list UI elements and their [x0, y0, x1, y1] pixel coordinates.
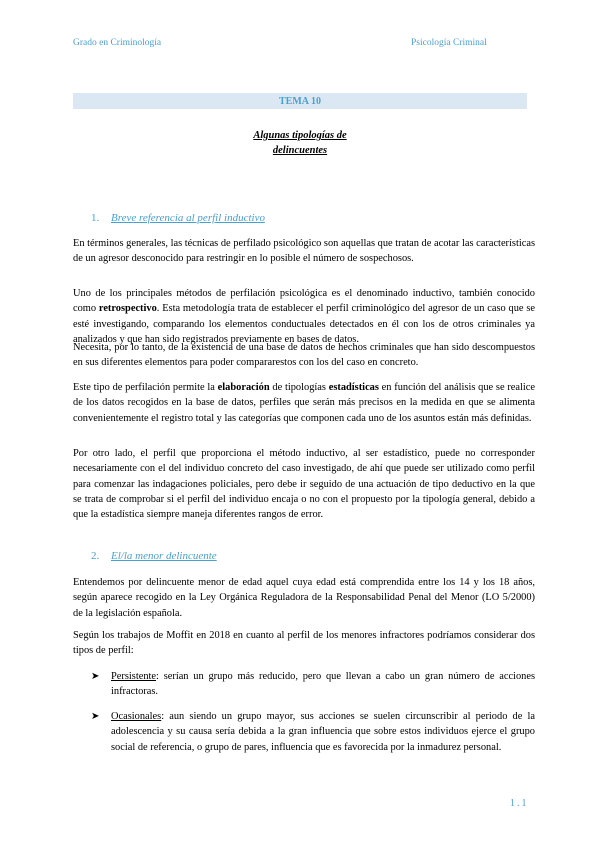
- p4-bold-term-1: elaboración: [217, 382, 270, 393]
- list-item-term: Persistente: [111, 671, 157, 682]
- list-item-description: : serían un grupo más reducido, pero que llevan a cabo un gran número de acciones infractoras.: [111, 671, 535, 698]
- p2-text-c: . Esta metodología trata de establecer el perfil criminológico del agresor de un caso que se esté investigando, comparando los elementos conductuales detectados en él con los de otros criminales ya analizados y que han sido registrados previamente en bases de datos.: [73, 303, 535, 345]
- p4-text-a: Este tipo de perfilación permite la: [73, 382, 218, 393]
- section-2-number: 2.: [91, 550, 100, 562]
- list-item-term: Ocasionales: [111, 711, 162, 722]
- section-1-paragraph-4: [73, 380, 535, 426]
- section-2-paragraph-1: Entendemos por delincuente menor de edad aquel cuya edad está comprendida entre los 14 y los 18 años, según aparece recogido en la Ley Orgánica Reguladora de la Responsabilidad Penal del Menor (LO 5/2000) de la legislación española.: [73, 577, 535, 619]
- list-item: [91, 669, 535, 700]
- section-2-paragraph-2: Según los trabajos de Moffit en 2018 en cuanto al perfil de los menores infractores podríamos considerar dos tipos de perfil:: [73, 630, 535, 657]
- section-1-paragraph-2: [73, 286, 535, 347]
- list-item-description: : aun siendo un grupo mayor, sus acciones se suelen circunscribir al periodo de la adolescencia y su causa sería debida a la gran influencia que sobre estos individuos ejerce el grupo social de referencia, o grupo de pares, influencia que es favorecida por la inmadurez personal.: [111, 711, 535, 753]
- page-number: 1.1: [510, 798, 529, 809]
- section-1-heading: [91, 212, 265, 224]
- section-1-title: Breve referencia al perfil inductivo: [111, 212, 265, 224]
- list-item-text: [111, 669, 535, 700]
- list-item-text: [111, 709, 535, 755]
- section-2-title: El/la menor delincuente: [111, 550, 217, 562]
- section-1-paragraph-1: En términos generales, las técnicas de perfilado psicológico son aquellas que tratan de acotar las características de un agresor desconocido para restringir en lo posible el número de sospechosos.: [73, 238, 535, 265]
- p2-text-a: Uno de los principales métodos de perfilación psicológica es el denominado inductivo, también conocido como: [73, 288, 535, 315]
- p2-bold-term: retrospectivo: [98, 303, 157, 315]
- header-right: Psicología Criminal: [411, 38, 487, 48]
- section-2-heading: [91, 550, 217, 562]
- document-title: [0, 128, 600, 158]
- p4-text-e: en función del análisis que se realice de los datos recogidos en la base de datos, perfiles que serán más precisos en la medida en que se alimenta convenientemente el registro total y las categorías que componen cada uno de los asuntos están más definidas.: [73, 382, 535, 424]
- title-line-1: Algunas tipologías de: [253, 130, 347, 141]
- section-1-number: 1.: [91, 212, 100, 224]
- list-item: [91, 709, 535, 755]
- p4-text-c: de tipologías: [269, 382, 329, 393]
- header-left: Grado en Criminología: [73, 38, 162, 48]
- p4-bold-term-2: estadísticas: [328, 382, 379, 393]
- arrow-bullet-icon: ➤: [91, 671, 100, 682]
- section-1-paragraph-5: Por otro lado, el perfil que proporciona el método inductivo, al ser estadístico, puede no corresponder necesariamente con el del individuo concreto del caso investigado, de ahí que puede ser utilizado como perfil para comenzar las indagaciones policiales, pero debe ir seguido de una actuación de tipo deductivo en la que se trata de comprobar si el perfil del individuo encaja o no con el propuesto por la tipología general, debido a que la estadística siempre maneja diferentes rangos de error.: [73, 448, 535, 521]
- tema-label: TEMA 10: [279, 96, 321, 107]
- section-1-paragraph-3: Necesita, por lo tanto, de la existencia de una base de datos de hechos criminales que han sido descompuestos en sus diferentes elementos para poder compararestos con los del caso en concreto.: [73, 342, 535, 369]
- title-line-2: delincuentes: [272, 145, 328, 156]
- arrow-bullet-icon: ➤: [91, 711, 100, 722]
